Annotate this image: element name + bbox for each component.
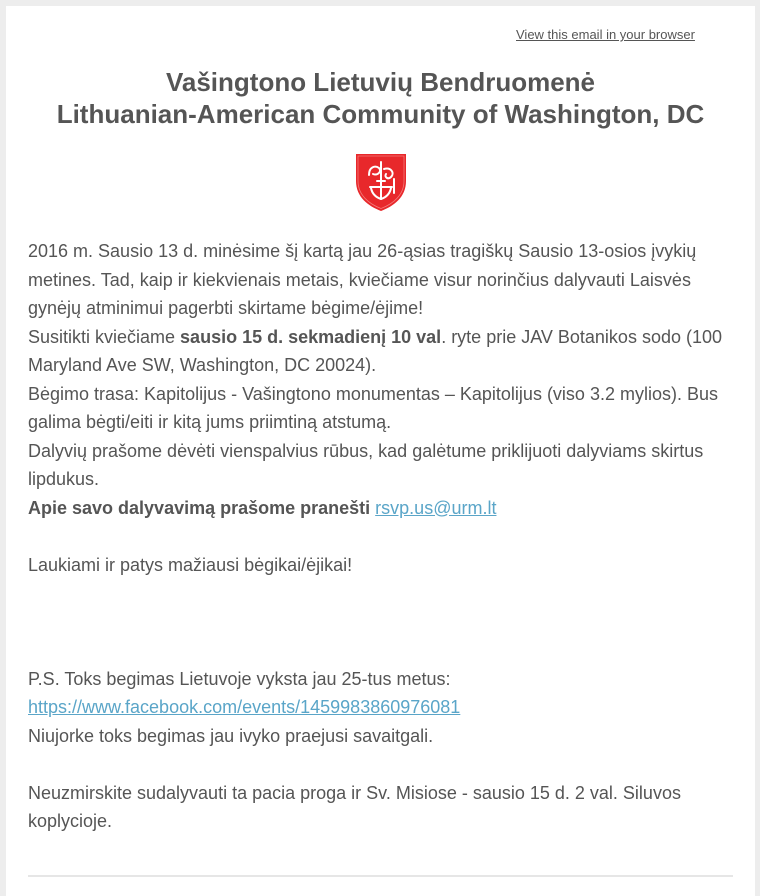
spacer xyxy=(28,579,740,665)
paragraph-rsvp xyxy=(28,494,740,523)
paragraph-ps: P.S. Toks begimas Lietuvoje vyksta jau 25-tus metus: xyxy=(28,668,451,689)
title-lithuanian: Vašingtono Lietuvių Bendruomenė xyxy=(165,67,596,97)
email-container xyxy=(6,6,755,896)
meeting-date-bold: sausio 15 d. sekmadienį 10 val xyxy=(180,326,442,347)
rsvp-email-link[interactable]: rsvp.us@urm.lt xyxy=(375,497,497,518)
paragraph-route: Bėgimo trasa: Kapitolijus - Vašingtono monumentas – Kapitolijus (viso 3.2 mylios). Bus galima bėgti/eiti ir kitą jums priimtiną atstumą. xyxy=(28,383,718,432)
footer-divider xyxy=(28,875,733,877)
rsvp-prompt-bold: Apie savo dalyvavimą prašome pranešti xyxy=(28,497,376,518)
paragraph-new-york: Niujorke toks begimas jau ivyko praejusi savaitgali. xyxy=(28,725,434,746)
view-in-browser-link[interactable]: View this email in your browser xyxy=(516,27,695,42)
paragraph-mass: Neuzmirskite sudalyvauti ta pacia proga ir Sv. Misiose - sausio 15 d. 2 val. Siluvos koplycioje. xyxy=(28,782,681,831)
paragraph-intro: 2016 m. Sausio 13 d. minėsime šį kartą jau 26-ąsias tragiškų Sausio 13-osios įvykių metines. Tad, kaip ir kiekvienais metais, kviečiame visur norinčius dalyvauti Laisvės gynėjų atminimui pagerbti skirtame bėgime/ėjime! xyxy=(28,241,697,318)
spacer xyxy=(28,522,740,551)
meeting-text-pre: Susitikti kviečiame xyxy=(28,326,181,347)
paragraph-dress: Dalyvių prašome dėvėti vienspalvius rūbus, kad galėtume priklijuoti dalyviams skirtus lipdukus. xyxy=(28,440,704,489)
page-title xyxy=(6,66,755,130)
paragraph-fb-link xyxy=(28,693,740,722)
paragraph-meeting xyxy=(28,323,740,380)
gediminas-columns-crest-icon xyxy=(353,151,409,213)
spacer xyxy=(28,750,740,779)
meeting-text-post: . ryte prie JAV Botanikos sodo (100 Maryland Ave SW, Washington, DC 20024). xyxy=(28,326,722,375)
facebook-event-link[interactable]: https://www.facebook.com/events/1459983860976081 xyxy=(28,697,461,717)
email-body xyxy=(28,237,740,836)
paragraph-kids: Laukiami ir patys mažiausi bėgikai/ėjikai! xyxy=(28,554,353,575)
title-english: Lithuanian-American Community of Washington, DC xyxy=(56,99,705,129)
